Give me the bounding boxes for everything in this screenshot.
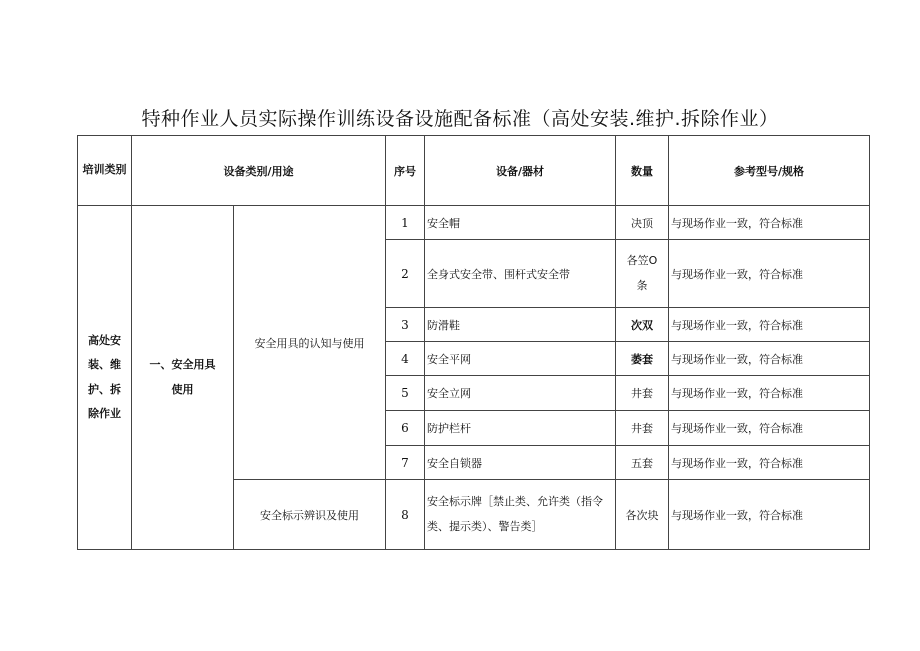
row-device: 安全自锁器 xyxy=(425,446,616,480)
row-qty: 五套 xyxy=(616,446,669,480)
row-model: 与现场作业一致，符合标准 xyxy=(669,206,870,240)
row-qty: 次双 xyxy=(616,308,669,342)
row-model: 与现场作业一致，符合标准 xyxy=(669,480,870,550)
header-equipment-type: 设备类别/用途 xyxy=(132,136,386,206)
row-seq: 6 xyxy=(386,411,425,446)
row-device: 全身式安全带、围杆式安全带 xyxy=(425,240,616,308)
row-qty: 各次块 xyxy=(616,480,669,550)
row-qty: 井套 xyxy=(616,376,669,411)
subcategory-cell: 安全标示辨识及使用 xyxy=(234,480,386,550)
header-seq: 序号 xyxy=(386,136,425,206)
header-qty: 数量 xyxy=(616,136,669,206)
row-qty: 决顶 xyxy=(616,206,669,240)
header-model: 参考型号/规格 xyxy=(669,136,870,206)
row-qty: 井套 xyxy=(616,411,669,446)
row-device: 安全平网 xyxy=(425,342,616,376)
row-model: 与现场作业一致，符合标准 xyxy=(669,342,870,376)
equipment-group-cell: 一、安全用具使用 xyxy=(132,206,234,550)
subcategory-cell: 安全用具的认知与使用 xyxy=(234,206,386,480)
row-seq: 5 xyxy=(386,376,425,411)
row-seq: 7 xyxy=(386,446,425,480)
row-device: 防护栏杆 xyxy=(425,411,616,446)
row-device: 安全帽 xyxy=(425,206,616,240)
row-model: 与现场作业一致，符合标准 xyxy=(669,376,870,411)
document-title: 特种作业人员实际操作训练设备设施配备标准（高处安装.维护.拆除作业） xyxy=(141,108,779,130)
row-device: 安全标示牌［禁止类、允许类（指令类、提示类）、警告类］ xyxy=(425,480,616,550)
training-category-cell: 高处安装、维护、拆除作业 xyxy=(78,206,132,550)
row-seq: 2 xyxy=(386,240,425,308)
row-device: 防滑鞋 xyxy=(425,308,616,342)
row-seq: 4 xyxy=(386,342,425,376)
row-model: 与现场作业一致，符合标准 xyxy=(669,446,870,480)
row-qty: 各笠O条 xyxy=(616,240,669,308)
equipment-standard-table xyxy=(77,135,870,550)
row-seq: 8 xyxy=(386,480,425,550)
row-model: 与现场作业一致，符合标准 xyxy=(669,308,870,342)
header-device: 设备/器材 xyxy=(425,136,616,206)
row-seq: 3 xyxy=(386,308,425,342)
row-model: 与现场作业一致，符合标准 xyxy=(669,411,870,446)
row-qty: 萎套 xyxy=(616,342,669,376)
row-model: 与现场作业一致，符合标准 xyxy=(669,240,870,308)
row-seq: 1 xyxy=(386,206,425,240)
header-category: 培训类别 xyxy=(78,136,132,206)
row-device: 安全立网 xyxy=(425,376,616,411)
